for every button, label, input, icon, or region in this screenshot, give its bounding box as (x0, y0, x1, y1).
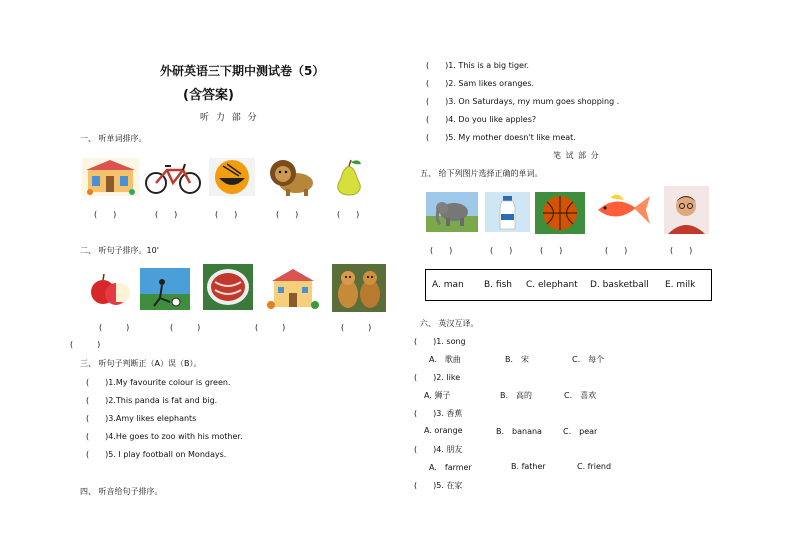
s2-bracket-5[interactable]: ( ) (70, 340, 101, 349)
s3-bracket-2[interactable]: ( ) (86, 396, 109, 405)
s4-item-3 (426, 96, 619, 107)
s5-option-d: D. basketball (590, 280, 649, 290)
apple-icon (88, 268, 130, 310)
bicycle-icon (143, 158, 203, 196)
writing-header: 笔 试 部 分 (553, 151, 600, 160)
s4-text-1: 1. This is a big tiger. (448, 61, 530, 70)
s5-option-a: A. man (432, 280, 464, 290)
s5-bracket-4[interactable]: ( ) (605, 246, 628, 255)
s2-picture-monkeys (332, 264, 386, 312)
s3-text-5: 5. I play football on Mondays. (108, 450, 227, 459)
s6-q3-b[interactable]: B. banana (496, 427, 542, 436)
s6-q2-c[interactable]: C. 喜欢 (564, 391, 597, 400)
s6-q4-text: 4. 朋友 (436, 445, 463, 454)
s1-picture-shop (82, 158, 139, 196)
s6-q2-b[interactable]: B. 高的 (500, 391, 533, 400)
s6-q2-a[interactable]: A. 狮子 (424, 391, 451, 400)
s1-bracket-5[interactable]: ( ) (337, 210, 360, 219)
s3-text-3: 3.Amy likes elephants (108, 414, 197, 423)
s5-picture-basketball (535, 192, 585, 234)
s1-picture-lion (266, 155, 316, 197)
s6-q4-c[interactable]: C. friend (577, 462, 612, 471)
s6-q1-text: 1. song (436, 337, 466, 346)
section-6-heading: 六、 英汉互译。 (420, 319, 479, 328)
s2-picture-football (140, 268, 190, 310)
s3-item-4 (86, 431, 243, 442)
s4-item-5 (426, 132, 576, 143)
s1-bracket-4[interactable]: ( ) (276, 210, 299, 219)
s5-picture-man (664, 186, 709, 234)
s2-bracket-2[interactable]: ( ) (170, 323, 201, 332)
s4-bracket-2[interactable]: ( ) (426, 79, 449, 88)
s5-picture-milk (485, 192, 530, 232)
s3-item-2 (86, 395, 217, 406)
s6-q2 (414, 372, 460, 383)
s4-bracket-1[interactable]: ( ) (426, 61, 449, 70)
page-subtitle: (含答案) (183, 88, 234, 103)
s1-bracket-1[interactable]: ( ) (94, 210, 117, 219)
milk-bottle-icon (485, 192, 530, 232)
section-5-heading: 五、 给下列图片选择正确的单词。 (420, 169, 543, 178)
section-1-heading: 一、 听单词排序。 (80, 134, 147, 143)
section-3-heading: 三、 听句子判断正（A）误（B）。 (80, 359, 202, 368)
s3-bracket-1[interactable]: ( ) (86, 378, 109, 387)
s3-item-3 (86, 413, 196, 424)
fish-icon (592, 188, 652, 232)
s1-picture-bike (143, 158, 203, 196)
s6-q2-bracket[interactable]: ( ) (414, 373, 437, 382)
s6-q5 (414, 480, 462, 491)
shop-icon (82, 158, 139, 196)
s4-item-1 (426, 60, 529, 71)
s6-q4-a[interactable]: A. farmer (429, 463, 472, 472)
s6-q4 (414, 444, 462, 455)
section-4-heading: 四、 听音给句子排序。 (80, 487, 163, 496)
s3-bracket-5[interactable]: ( ) (86, 450, 109, 459)
s4-text-4: 4. Do you like apples? (448, 115, 537, 124)
s4-bracket-4[interactable]: ( ) (426, 115, 449, 124)
s3-text-1: 1.My favourite colour is green. (108, 378, 231, 387)
s6-q3-a[interactable]: A. orange (424, 426, 463, 435)
s2-picture-meat (203, 264, 253, 310)
s6-q1 (414, 336, 466, 347)
lion-icon (266, 155, 316, 197)
s6-q1-bracket[interactable]: ( ) (414, 337, 437, 346)
s4-bracket-3[interactable]: ( ) (426, 97, 449, 106)
s3-text-4: 4.He goes to zoo with his mother. (108, 432, 243, 441)
section-2-heading: 二、 听句子排序。10' (80, 246, 159, 255)
s5-picture-fish (592, 188, 652, 232)
s6-q3-c[interactable]: C. pear (563, 427, 598, 436)
s4-item-2 (426, 78, 534, 89)
s4-text-3: 3. On Saturdays, my mum goes shopping . (448, 97, 620, 106)
noodles-icon (209, 158, 255, 196)
school-icon (266, 265, 320, 311)
s6-q4-bracket[interactable]: ( ) (414, 445, 437, 454)
listening-header: 听 力 部 分 (200, 113, 259, 123)
pear-icon (331, 158, 367, 196)
s3-item-1 (86, 377, 231, 388)
s6-q1-b[interactable]: B. 宋 (505, 355, 530, 364)
s5-bracket-5[interactable]: ( ) (670, 246, 693, 255)
football-icon (140, 268, 190, 310)
s6-q3-text: 3. 香蕉 (436, 409, 463, 418)
s3-text-2: 2.This panda is fat and big. (108, 396, 218, 405)
s1-bracket-2[interactable]: ( ) (155, 210, 178, 219)
s1-picture-pear (331, 158, 367, 196)
s3-bracket-3[interactable]: ( ) (86, 414, 109, 423)
s2-bracket-4[interactable]: ( ) (341, 323, 372, 332)
s4-item-4 (426, 114, 536, 125)
s5-option-e: E. milk (665, 280, 696, 290)
s6-q3 (414, 408, 462, 419)
s6-q5-bracket[interactable]: ( ) (414, 481, 437, 490)
basketball-icon (535, 192, 585, 234)
s4-text-2: 2. Sam likes oranges. (448, 79, 535, 88)
elephant-icon (426, 192, 478, 232)
s1-bracket-3[interactable]: ( ) (215, 210, 238, 219)
page-title: 外研英语三下期中测试卷（5） (160, 64, 325, 78)
s2-bracket-3[interactable]: ( ) (255, 323, 286, 332)
s6-q1-c[interactable]: C. 每个 (572, 355, 605, 364)
s3-item-5 (86, 449, 226, 460)
s5-bracket-2[interactable]: ( ) (490, 246, 513, 255)
s2-picture-school (266, 265, 320, 311)
s6-q3-bracket[interactable]: ( ) (414, 409, 437, 418)
s5-picture-elephant (426, 192, 478, 232)
s5-bracket-3[interactable]: ( ) (540, 246, 563, 255)
s5-bracket-1[interactable]: ( ) (430, 246, 453, 255)
s2-bracket-1[interactable]: ( ) (99, 323, 130, 332)
s6-q2-text: 2. like (436, 373, 461, 382)
s1-picture-noodles (209, 158, 255, 196)
meat-icon (203, 264, 253, 310)
s5-option-b: B. fish (484, 280, 512, 290)
man-icon (664, 186, 709, 234)
s4-text-5: 5. My mother doesn't like meat. (448, 133, 576, 142)
s6-q5-text: 5. 在家 (436, 481, 463, 490)
monkey-icon (332, 264, 386, 312)
s2-picture-apple (88, 268, 130, 310)
s6-q4-b[interactable]: B. father (511, 462, 546, 471)
s5-option-c: C. elephant (526, 280, 578, 290)
s6-q1-a[interactable]: A. 歌曲 (429, 355, 461, 364)
s4-bracket-5[interactable]: ( ) (426, 133, 449, 142)
s3-bracket-4[interactable]: ( ) (86, 432, 109, 441)
